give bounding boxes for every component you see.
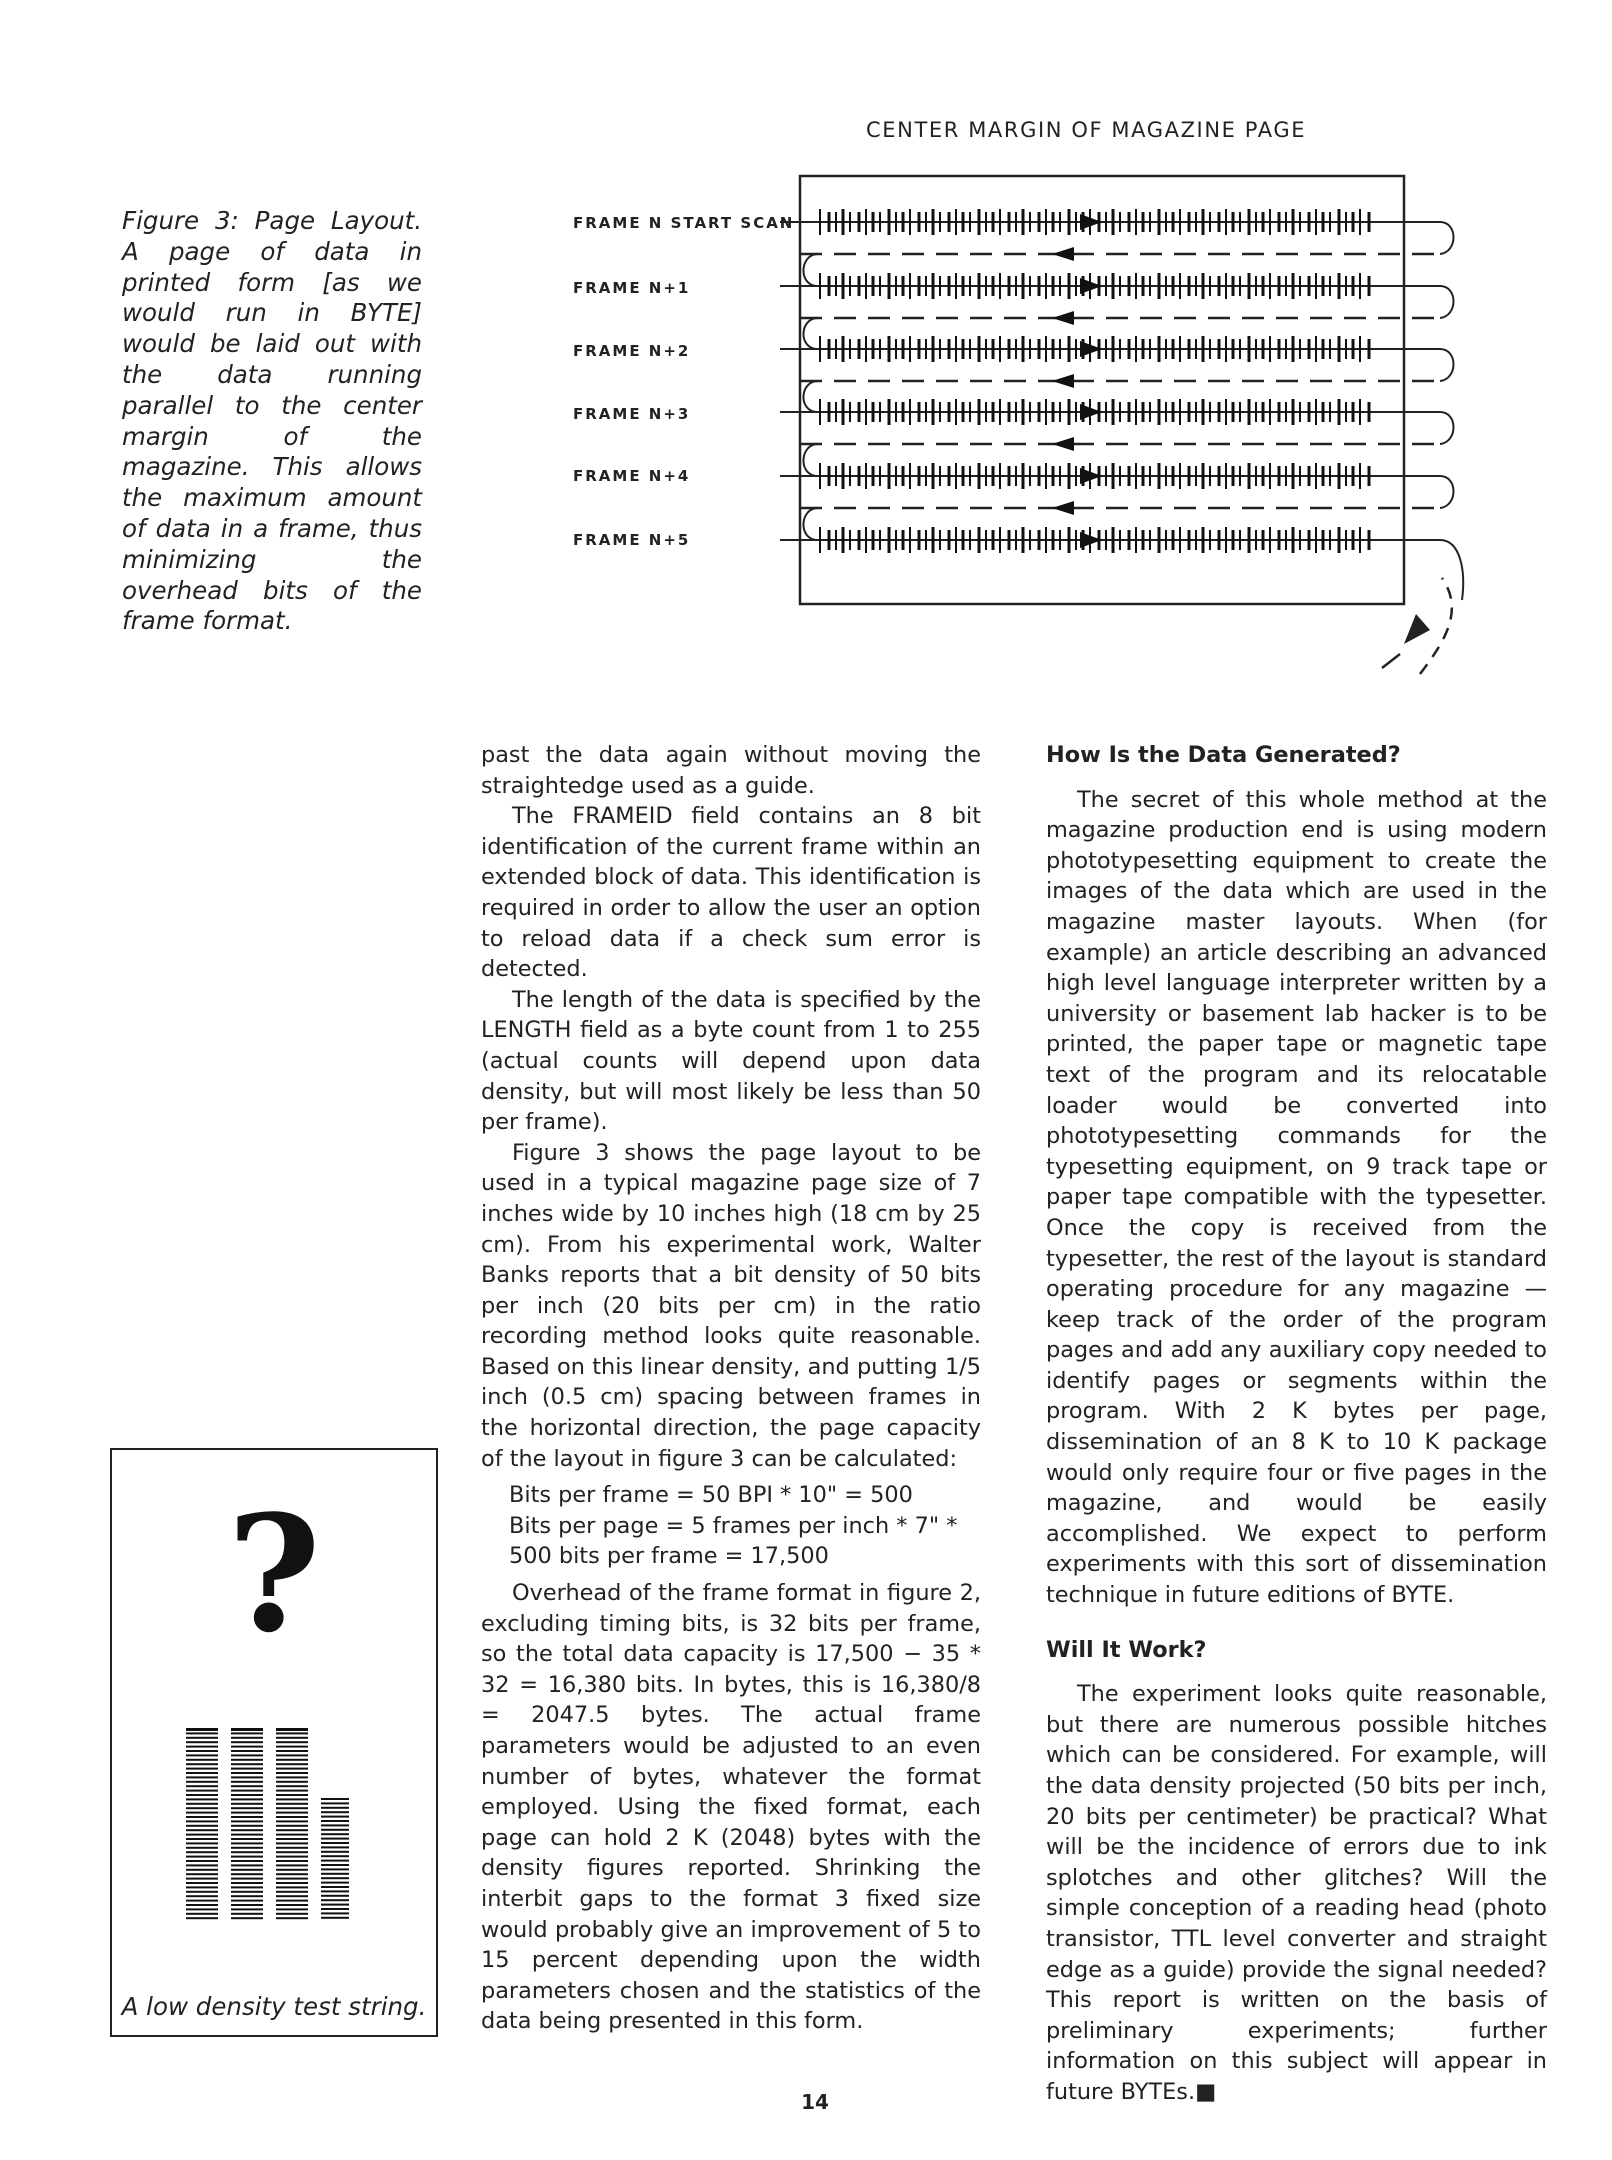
figure-3-caption: Figure 3: Page Layout. A page of data in printed form [as we would run in BYTE] would be laid out with the data running parallel to the center margin of the magazine. This allows the maximum amount of data in a frame, thus minimizing the overhead bits of the frame format. (122, 206, 422, 636)
test-bar (231, 1790, 263, 1792)
paragraph: The FRAMEID field contains an 8 bit identification of the current frame within an extended block of data. This identification is required in order to allow the user an option to reload data if a check sum error is detected. (481, 803, 981, 983)
test-bar (186, 1842, 218, 1844)
test-bar (186, 1737, 218, 1739)
test-bar (321, 1816, 349, 1818)
test-bar (321, 1899, 349, 1901)
frame-label-n5: FRAME N+5 (573, 531, 691, 549)
test-bar (186, 1913, 218, 1915)
test-bar (231, 1785, 263, 1787)
test-bar (186, 1856, 218, 1858)
column-3 (1046, 740, 1547, 2108)
right-hook (1440, 476, 1454, 508)
test-bar (321, 1886, 349, 1888)
test-bar (231, 1803, 263, 1805)
test-bar (186, 1776, 218, 1778)
formula-bits-per-page-cont: 500 bits per frame = 17,500 (509, 1543, 829, 1570)
test-bar (231, 1825, 263, 1827)
test-bar (276, 1904, 308, 1906)
test-bar (276, 1790, 308, 1792)
frame-label-n2: FRAME N+2 (573, 342, 691, 360)
test-bar (186, 1873, 218, 1875)
test-bar (231, 1864, 263, 1866)
test-bar (276, 1895, 308, 1897)
test-bar (231, 1816, 263, 1818)
test-bar (276, 1816, 308, 1818)
center-margin-label: CENTER MARGIN OF MAGAZINE PAGE (866, 118, 1307, 142)
test-bar (321, 1829, 349, 1831)
test-bar (321, 1873, 349, 1875)
test-bar (231, 1829, 263, 1831)
right-hook (1440, 286, 1454, 318)
right-hook (1440, 349, 1454, 381)
test-bar (276, 1851, 308, 1853)
test-bar (186, 1834, 218, 1836)
test-bar (321, 1846, 349, 1848)
test-bar (321, 1838, 349, 1840)
test-bar (231, 1908, 263, 1910)
column-2 (481, 740, 981, 2037)
formula-block (509, 1480, 981, 1572)
test-bar (186, 1785, 218, 1787)
test-bar (321, 1802, 349, 1804)
frame-row (780, 336, 1454, 381)
test-bar (231, 1768, 263, 1770)
paragraph: The experiment looks quite reasonable, but there are numerous possible hitches which can be considered. For example, will the data density projected (50 bits per inch, 20 bits per centimeter) be practical? What will be the incidence of errors due to ink splotches and other glitches? Will the simple conception of a reading head (photo transistor, TTL level converter and straight edge as a guide) provide the signal needed? This report is written on the basis of preliminary experiments; further information on this subject will appear in future BYTEs.■ (1046, 1681, 1547, 2105)
test-bar (231, 1728, 263, 1731)
test-bar (276, 1754, 308, 1756)
test-bar (231, 1759, 263, 1761)
test-bar (231, 1851, 263, 1853)
test-bar (321, 1917, 349, 1919)
test-bar (321, 1882, 349, 1884)
test-bar (186, 1878, 218, 1880)
page-number: 14 (801, 2090, 829, 2114)
test-string-caption: A low density test string. (121, 1992, 427, 2021)
test-bar (276, 1759, 308, 1761)
test-bar (231, 1895, 263, 1897)
test-bar (231, 1891, 263, 1893)
test-bar (186, 1908, 218, 1910)
test-bar (186, 1750, 218, 1752)
test-bar (276, 1882, 308, 1884)
test-bar (186, 1803, 218, 1805)
frame-rows (780, 209, 1463, 600)
frame-row (780, 209, 1454, 254)
test-bar (231, 1842, 263, 1844)
test-bar (231, 1776, 263, 1778)
test-bar (186, 1790, 218, 1792)
test-bar (231, 1834, 263, 1836)
left-hook (803, 254, 818, 286)
frame-label-n4: FRAME N+4 (573, 467, 691, 485)
test-bar (231, 1781, 263, 1783)
test-bar (321, 1842, 349, 1844)
test-bar (276, 1842, 308, 1844)
test-bar (186, 1772, 218, 1774)
test-bar (231, 1798, 263, 1800)
test-bar (231, 1741, 263, 1743)
test-bar (231, 1869, 263, 1871)
exit-tail (1382, 654, 1400, 668)
test-bar (321, 1864, 349, 1866)
test-bar (321, 1824, 349, 1826)
return-arrowhead (1052, 374, 1074, 388)
return-arrowhead (1052, 311, 1074, 325)
test-bar (276, 1781, 308, 1783)
test-bar (276, 1886, 308, 1888)
right-hook (1440, 540, 1463, 600)
frame-label-n: FRAME N START SCAN (573, 214, 795, 232)
test-barcode (176, 1728, 376, 1928)
test-bar (276, 1864, 308, 1866)
test-bar (276, 1772, 308, 1774)
test-bar (186, 1816, 218, 1818)
test-bar (231, 1794, 263, 1796)
test-bar (321, 1798, 349, 1800)
test-bar (276, 1878, 308, 1880)
test-bar (186, 1728, 218, 1731)
test-bar (186, 1891, 218, 1893)
test-bar (231, 1772, 263, 1774)
test-bar (231, 1917, 263, 1919)
test-bar (186, 1746, 218, 1748)
page-layout-diagram (740, 160, 1500, 680)
test-bar (321, 1877, 349, 1879)
right-hook (1440, 412, 1454, 444)
left-hook (803, 381, 818, 412)
test-bar (186, 1768, 218, 1770)
formula-bits-per-frame: Bits per frame = 50 BPI * 10" = 500 (509, 1482, 913, 1509)
test-bar (186, 1895, 218, 1897)
test-bar (321, 1860, 349, 1862)
test-bar (186, 1741, 218, 1743)
frame-label-n1: FRAME N+1 (573, 279, 691, 297)
test-bar (231, 1856, 263, 1858)
test-bar (186, 1847, 218, 1849)
test-bar (186, 1763, 218, 1765)
return-arrowhead (1052, 501, 1074, 515)
test-bar (231, 1913, 263, 1915)
test-bar (276, 1776, 308, 1778)
test-bar (276, 1737, 308, 1739)
test-bar (321, 1833, 349, 1835)
test-bar (186, 1781, 218, 1783)
question-mark-symbol: ? (227, 1480, 321, 1668)
test-bar (321, 1908, 349, 1910)
test-bar (231, 1900, 263, 1902)
test-bar (276, 1838, 308, 1840)
paragraph: past the data again without moving the straightedge used as a guide. (481, 742, 981, 799)
test-bar (231, 1807, 263, 1809)
section-heading: How Is the Data Generated? (1046, 742, 1401, 768)
test-bar (186, 1759, 218, 1761)
test-bar (276, 1763, 308, 1765)
frame-label-n3: FRAME N+3 (573, 405, 691, 423)
test-bar (231, 1732, 263, 1734)
test-bar (276, 1812, 308, 1814)
test-bar (276, 1825, 308, 1827)
test-bar (186, 1732, 218, 1734)
test-bar (186, 1882, 218, 1884)
test-bar (231, 1746, 263, 1748)
test-bar (186, 1886, 218, 1888)
test-bar (186, 1904, 218, 1906)
test-bar (276, 1891, 308, 1893)
test-bar (231, 1873, 263, 1875)
test-bar (186, 1869, 218, 1871)
test-bar (321, 1890, 349, 1892)
test-bar (231, 1838, 263, 1840)
test-bar (276, 1794, 308, 1796)
frame-row (780, 527, 1463, 600)
test-bar (276, 1829, 308, 1831)
test-bar (276, 1746, 308, 1748)
test-bar (276, 1860, 308, 1862)
frame-row (780, 463, 1454, 508)
test-bar (231, 1737, 263, 1739)
section-heading: Will It Work? (1046, 1636, 1207, 1663)
paragraph: The secret of this whole method at the magazine production end is using modern phototypesetting equipment to create the images of the data which are used in the magazine master layouts. When (for example) an article describing an advanced high level language interpreter written by a university or basement lab hacker is to be printed, the paper tape or magnetic tape text of the program and its relocatable loader would be converted into phototypesetting commands for the typesetting equipment, on 9 track tape or paper tape compatible with the typesetter. Once the copy is received from the typesetter, the rest of the layout is standard operating procedure for any magazine — keep track of the order of the program pages and add any auxiliary copy needed to identify pages or segments within the program. With 2 K bytes per page, dissemination of an 8 K to 10 K package would only require four or five pages in the magazine, and would be easily accomplished. We expect to perform experiments with this sort of dissemination technique in future editions of BYTE. (1046, 786, 1547, 1609)
test-bar (231, 1904, 263, 1906)
test-bar (276, 1798, 308, 1800)
paragraph: Overhead of the frame format in figure 2, excluding timing bits, is 32 bits per frame, so the total data capacity is 17,500 − 35 * 32 = 16,380 bits. In bytes, this is 16,380/8 = 2047.5 bytes. The actual frame parameters would be adjusted to an even number of bytes, whatever the format employed. Using the fixed format, each page can hold 2 K (2048) bytes with the density figures reported. Shrinking the interbit gaps to the format 3 fixed size would probably give an improvement of 5 to 15 percent depending upon the width parameters chosen and the statistics of the data being presented in this form. (481, 1580, 981, 2035)
left-hook (803, 508, 818, 540)
test-bar (231, 1754, 263, 1756)
frame-row (780, 399, 1454, 444)
test-bar (231, 1820, 263, 1822)
exit-arrowhead (1404, 614, 1430, 644)
test-bar (276, 1768, 308, 1770)
return-arrowhead (1052, 437, 1074, 451)
test-bar (276, 1750, 308, 1752)
test-bar (276, 1917, 308, 1919)
test-bar (276, 1807, 308, 1809)
test-bar (231, 1886, 263, 1888)
test-bar (321, 1820, 349, 1822)
test-bar (276, 1900, 308, 1902)
test-bar (321, 1811, 349, 1813)
test-bar (186, 1798, 218, 1800)
test-bar (276, 1908, 308, 1910)
test-bar (321, 1855, 349, 1857)
test-bar (231, 1860, 263, 1862)
test-bar (276, 1803, 308, 1805)
test-bar (186, 1838, 218, 1840)
return-arrowhead (1052, 247, 1074, 261)
test-bar (321, 1904, 349, 1906)
test-bar (186, 1864, 218, 1866)
test-bar (276, 1834, 308, 1836)
test-bar (231, 1763, 263, 1765)
test-bars (186, 1728, 349, 1919)
test-bar (276, 1873, 308, 1875)
right-hook (1440, 222, 1454, 254)
test-bar (231, 1750, 263, 1752)
test-bar (321, 1868, 349, 1870)
test-bar (186, 1829, 218, 1831)
test-bar (321, 1851, 349, 1853)
frame-row (780, 273, 1454, 318)
test-bar (231, 1847, 263, 1849)
left-hook (803, 318, 818, 349)
test-string-figure (110, 1448, 438, 2037)
test-bar (276, 1785, 308, 1787)
test-bar (186, 1851, 218, 1853)
test-bar (186, 1900, 218, 1902)
test-bar (276, 1741, 308, 1743)
test-bar (276, 1847, 308, 1849)
test-bar (276, 1856, 308, 1858)
left-hook (803, 444, 818, 476)
test-bar (276, 1732, 308, 1734)
test-bar (231, 1878, 263, 1880)
test-bar (186, 1812, 218, 1814)
test-bar (321, 1807, 349, 1809)
test-bar (321, 1895, 349, 1897)
test-bar (276, 1869, 308, 1871)
test-bar (321, 1912, 349, 1914)
test-bar (276, 1728, 308, 1731)
test-bar (276, 1820, 308, 1822)
test-bar (276, 1913, 308, 1915)
test-bar (186, 1825, 218, 1827)
test-bar (186, 1917, 218, 1919)
test-bar (186, 1820, 218, 1822)
test-bar (186, 1754, 218, 1756)
test-bar (231, 1882, 263, 1884)
test-bar (231, 1812, 263, 1814)
paragraph: Figure 3 shows the page layout to be used in a typical magazine page size of 7 inches wide by 10 inches high (18 cm by 25 cm). From his experimental work, Walter Banks reports that a bit density of 50 bits per inch (20 bits per cm) in the ratio recording method looks quite reasonable. Based on this linear density, and putting 1/5 inch (0.5 cm) spacing between frames in the horizontal direction, the page capacity of the layout in figure 3 can be calculated: (481, 1139, 981, 1472)
test-bar (186, 1794, 218, 1796)
formula-bits-per-page: Bits per page = 5 frames per inch * 7" * (509, 1512, 958, 1539)
paragraph: The length of the data is specified by the LENGTH field as a byte count from 1 to 255 (actual counts will depend upon data density, but will most likely be less than 50 per frame). (481, 986, 981, 1136)
test-bar (186, 1807, 218, 1809)
test-bar (186, 1860, 218, 1862)
